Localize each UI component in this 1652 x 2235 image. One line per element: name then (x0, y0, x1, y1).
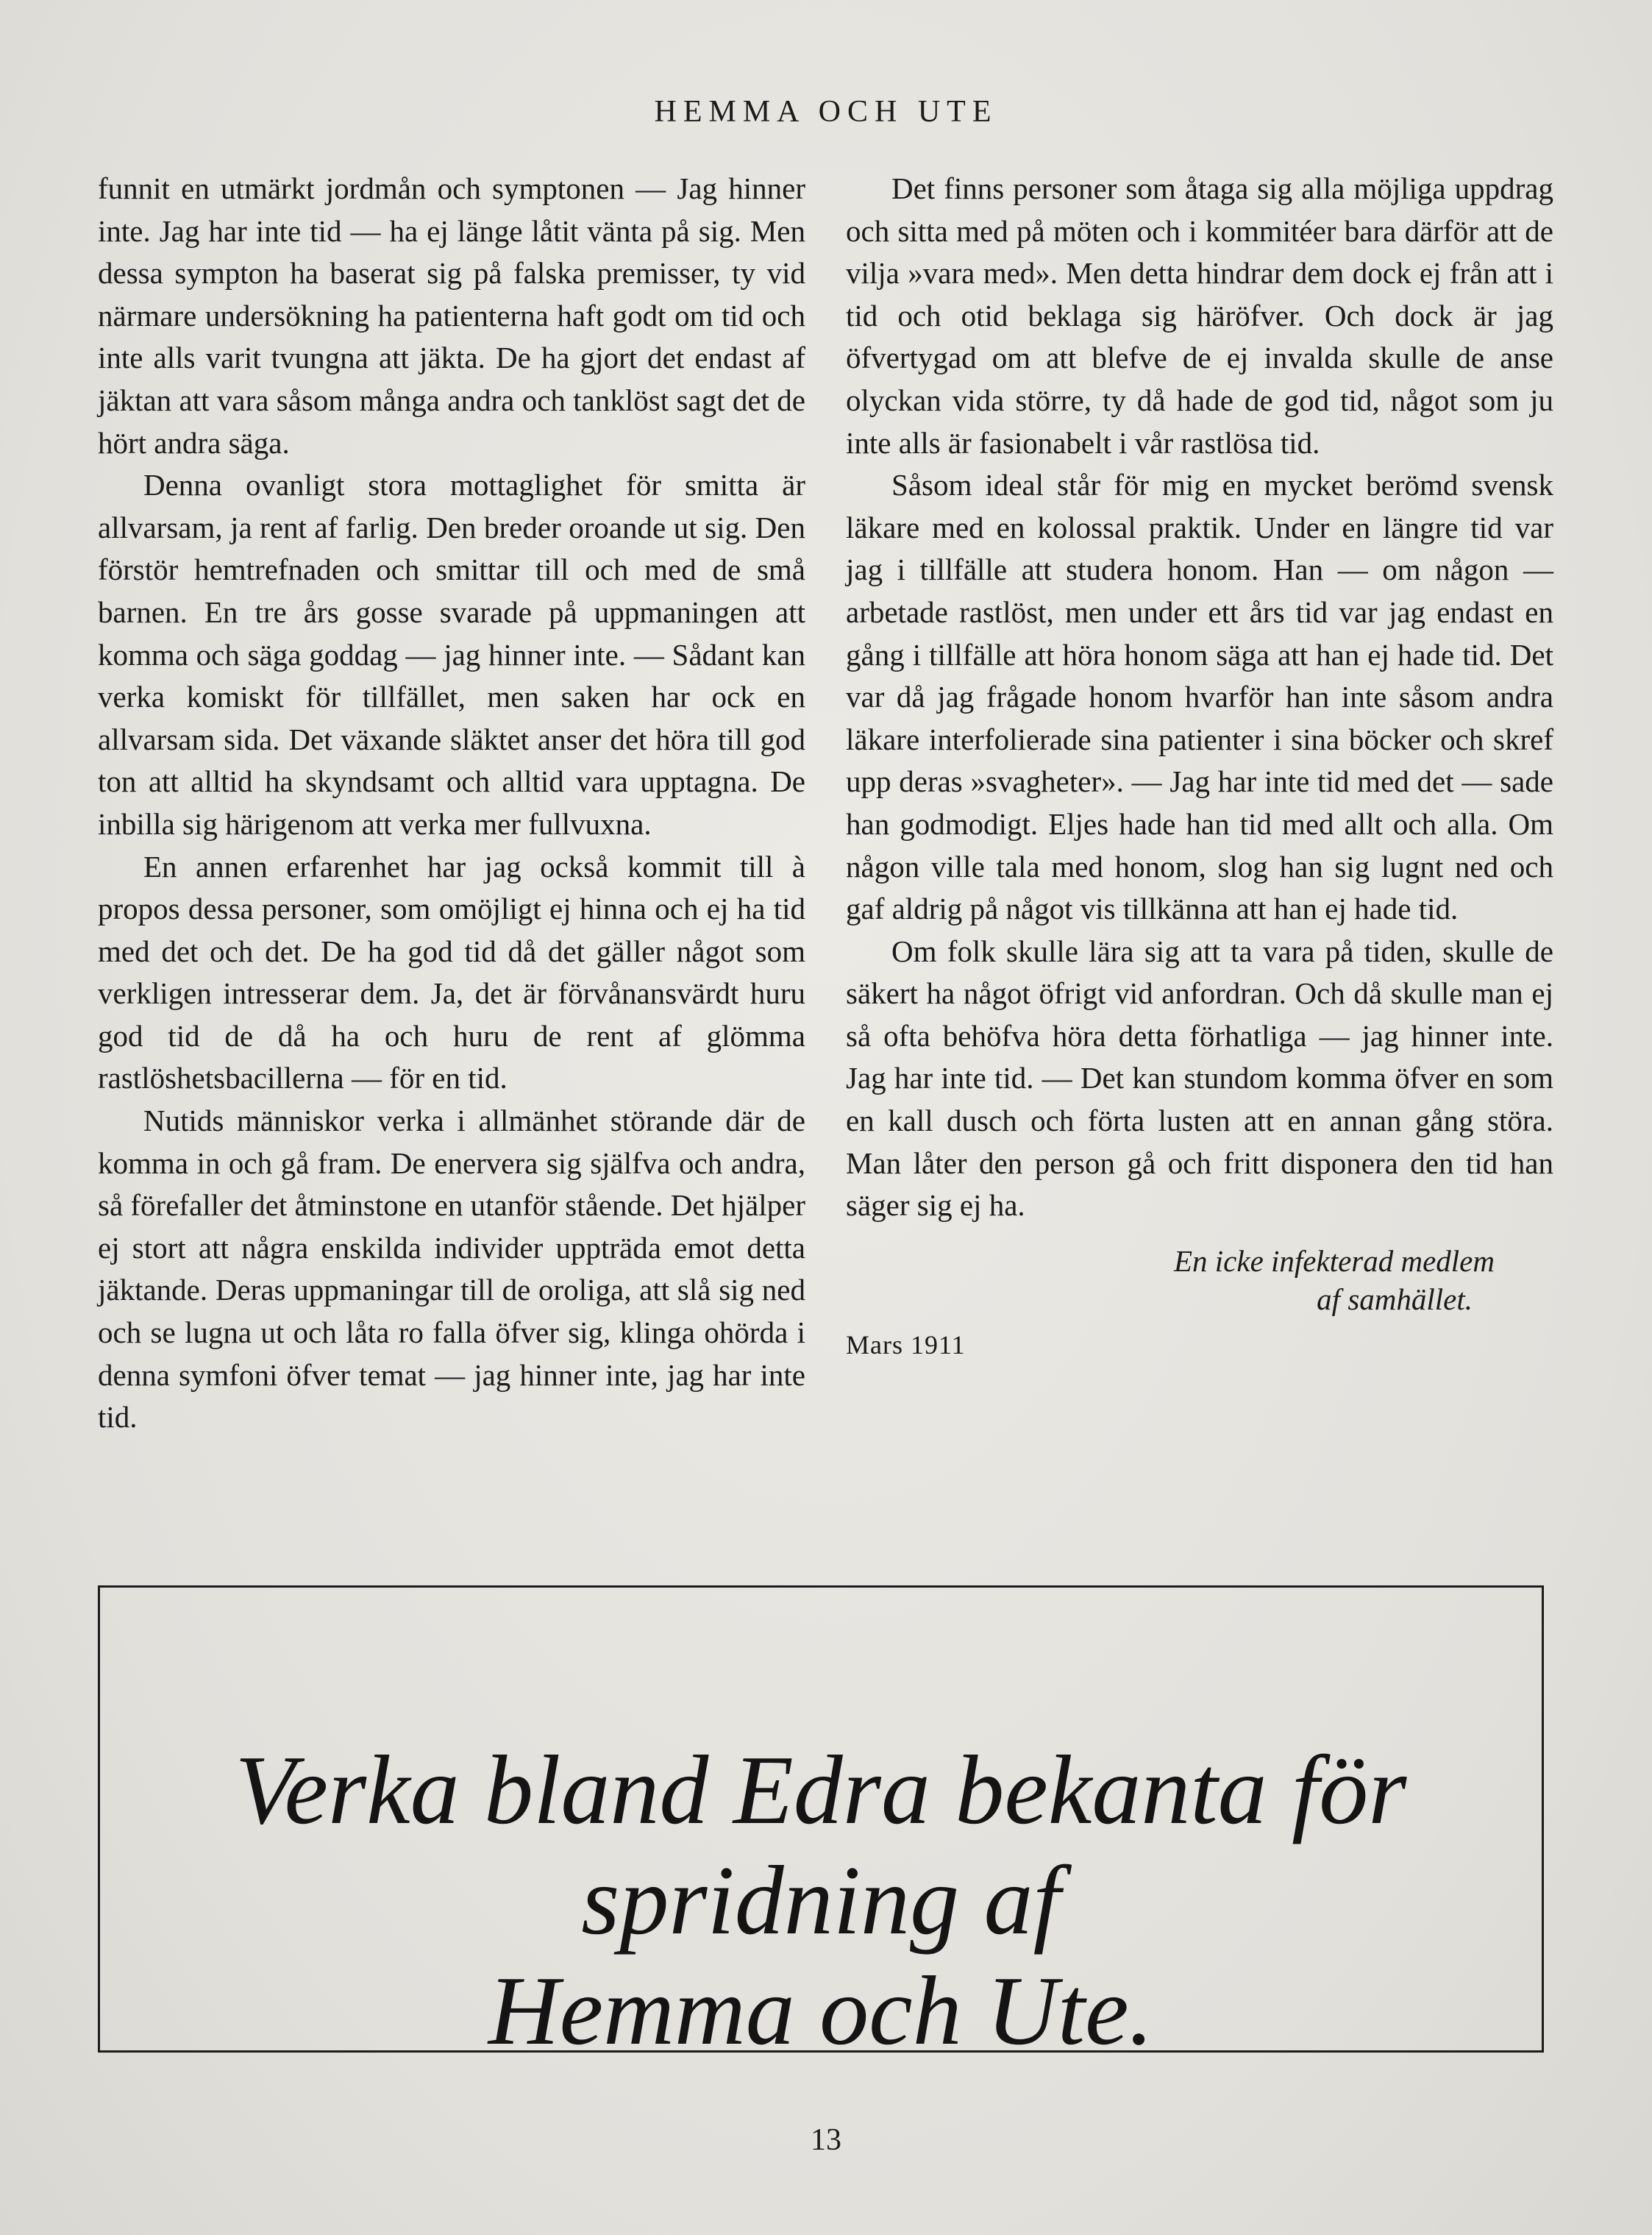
signature-line: af samhället. (1317, 1282, 1473, 1316)
running-title: HEMMA OCH UTE (654, 95, 998, 129)
paragraph: Denna ovanligt stora mottaglighet för smitta är allvarsam, ja rent af farlig. Den breder oroande ut sig. Den förstör hemtrefnaden och smittar till och med de små barnen. En tre års gosse svarade på uppmaningen att komma och säga goddag — jag hinner inte. — Sådant kan verka komiskt för tillfället, men saken har ock en allvarsam sida. Det växande släktet anser det höra till god ton att alltid ha skyndsamt och alltid vara upptagna. De inbilla sig härigenom att verka mer fullvuxna. (98, 468, 805, 841)
advertisement-box (98, 1585, 1544, 2065)
dateline: Mars 1911 (846, 1329, 966, 1360)
paragraph: Såsom ideal står för mig en mycket berömd svensk läkare med en kolossal praktik. Under en längre tid var jag i tillfälle att studera honom. Han — om någon — arbetade rastlöst, men under ett års tid var jag endast en gång i tillfälle att höra honom säga att han ej hade tid. Det var då jag frågade honom hvarför han inte såsom andra läkare interfolierade sina patienter i sina böcker och skref upp deras »svagheter». — Jag har inte tid med det — sade han godmodigt. Eljes hade han tid med allt och alla. Om någon ville tala med honom, slog han sig lugnt ned och gaf aldrig på något vis tillkänna att han ej hade tid. (846, 468, 1553, 926)
paragraph: En annen erfarenhet har jag också kommit till à propos dessa personer, som omöjligt ej hinna och ej ha tid med det och det. De ha god tid då det gäller något som verkligen intresserar dem. Ja, det är förvånansvärdt huru god tid de då ha och huru de rent af glömma rastlöshetsbacillerna — för en tid. (98, 849, 805, 1095)
paragraph: Om folk skulle lära sig att ta vara på tiden, skulle de säkert ha något öfrigt vid anfordran. Och då skulle man ej så ofta behöfva höra detta förhatliga — jag hinner inte. Jag har inte tid. — Det kan stundom komma öfver en som en kall dusch och förta lusten att en annan gång störa. Man låter den person gå och fritt disponera den tid han säger sig ej ha. (846, 934, 1553, 1223)
advertisement-text (100, 1735, 1542, 2066)
ad-line: Verka bland Edra bekanta för spridning af (235, 1735, 1407, 1955)
paragraph: Det finns personer som åtaga sig alla möjliga uppdrag och sitta med på möten och i kommitéer bara därför att de vilja »vara med». Men detta hindrar dem dock ej från att i tid och otid beklaga sig häröfver. Och dock är jag öfvertygad om att blefve de ej invalda skulle de anse olyckan vida större, ty då hade de god tid, något som ju inte alls är fasionabelt i vår rastlösa tid. (846, 171, 1553, 460)
paragraph: Nutids människor verka i allmänhet störande där de komma in och gå fram. De enervera sig själfva och andra, så förefaller det åtminstone en utanför stående. Det hjälper ej stort att några enskilda individer uppträda emot detta jäktande. Deras uppmaningar till de oroliga, att slå sig ned och se lugna ut och låta ro falla öfver sig, klinga ohörda i denna symfoni öfver temat — jag hinner inte, jag har inte tid. (98, 1104, 805, 1435)
ad-line: Hemma och Ute. (488, 1956, 1154, 2065)
signature-line: En icke infekterad medlem (1173, 1243, 1495, 1278)
author-signature (846, 1242, 1553, 1318)
paragraph: funnit en utmärkt jordmån och symptonen — Jag hinner inte. Jag har inte tid — ha ej länge låtit vänta på sig. Men dessa sympton ha baserat sig på falska premisser, ty vid närmare undersökning ha patienterna haft godt om tid och inte alls varit tvungna att jäkta. De ha gjort det endast af jäktan att vara såsom många andra och tanklöst sagt det de hört andra säga. (98, 171, 805, 460)
right-column (846, 168, 1553, 1366)
page-number: 13 (811, 2123, 841, 2157)
left-column (98, 168, 805, 1439)
